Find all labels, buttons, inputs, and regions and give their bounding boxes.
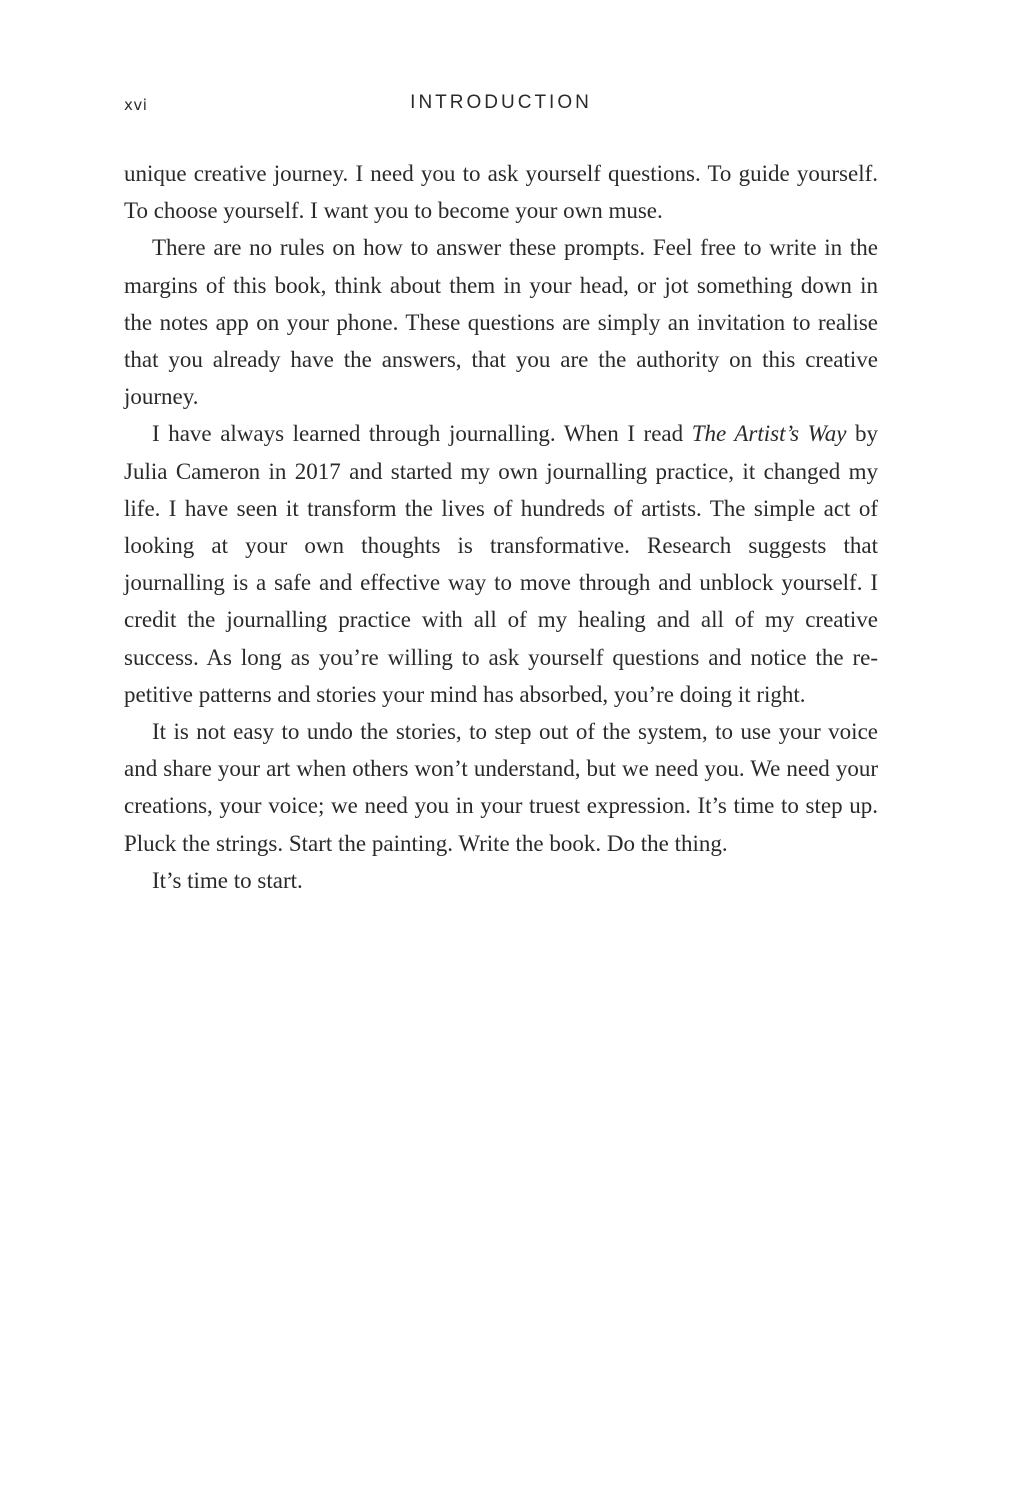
paragraph-5: It’s time to start. (152, 867, 303, 893)
paragraph-3-text-before: I have always learned through journalling. When I read (152, 421, 692, 447)
paragraph-3-text-after: by Julia Cameron in 2017 and started my own journalling practice, it changed my life. I have seen it transform the lives of hundreds of artists. The simple act of looking at your own thoughts is transformative. Research suggests that journalling is a safe and effective way to move through and unblock yourself. I credit the journalling practice with all of my healing and all of my creative success. As long as you’re willing to ask yourself questions and notice the repetitive patterns and stories your mind has absorbed, you’re doing it right. (124, 421, 879, 707)
paragraph-1: unique creative journey. I need you to ask yourself questions. To guide yourself. To choose yourself. I want you to become your own muse. (124, 161, 878, 224)
page-number: xvi (124, 96, 148, 114)
body-text (124, 155, 878, 899)
paragraph-3 (124, 415, 878, 713)
book-title: The Artist’s Way (691, 421, 847, 447)
paragraph-2: There are no rules on how to answer these prompts. Feel free to write in the margins of this book, think about them in your head, or jot something down in the notes app on your phone. These questions are simply an invitation to realise that you already have the answers, that you are the authority on this creative journey. (124, 235, 878, 410)
paragraph-4: It is not easy to undo the stories, to step out of the system, to use your voice and share your art when others won’t understand, but we need you. We need your creations, your voice; we need you in your truest expression. It’s time to step up. Pluck the strings. Start the painting. Write the book. Do the thing. (124, 719, 878, 856)
page-header (124, 92, 878, 120)
running-head: INTRODUCTION (410, 92, 592, 113)
